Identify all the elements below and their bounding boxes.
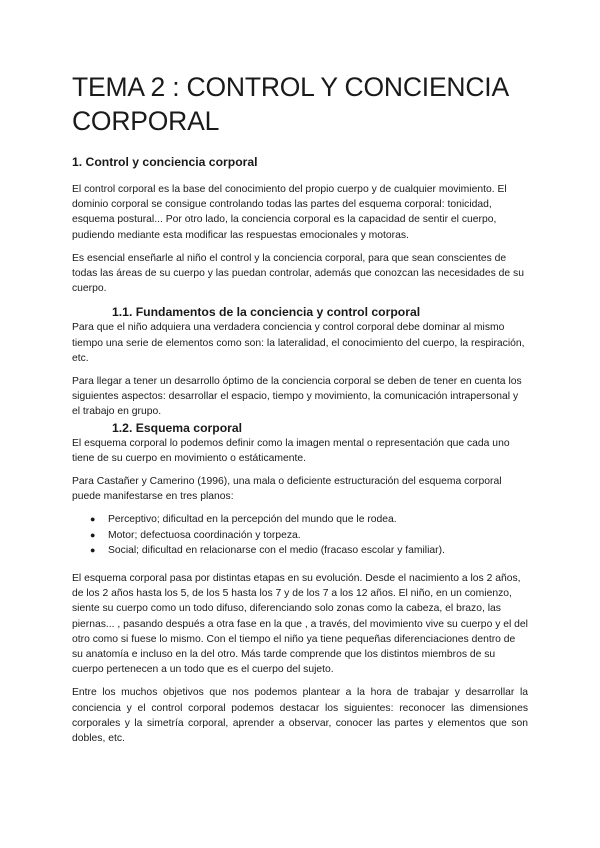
bullet-icon: ● — [90, 514, 96, 525]
list-item — [72, 528, 528, 544]
bullet-list — [72, 512, 528, 559]
document-page — [72, 70, 528, 754]
list-item-text: Social; dificultad en relacionarse con el medio (fracaso escolar y familiar). — [108, 545, 445, 557]
paragraph: Para que el niño adquiera una verdadera conciencia y control corporal debe dominar al mismo tiempo una serie de elementos como son: la lateralidad, el conocimiento del cuerpo, la respiración, etc. — [72, 322, 525, 364]
paragraph: El control corporal es la base del conocimiento del propio cuerpo y de cualquier movimiento. El dominio corporal se consigue controlando todas las partes del esquema corporal: tonicidad, esquema postural... Por otro lado, la conciencia corporal es la capacidad de sentir el cuerpo, pudiendo mediante esta modificar las respuestas emocionales y motoras. — [72, 184, 507, 241]
section-heading-1: 1. Control y conciencia corporal — [72, 155, 258, 169]
bullet-icon: ● — [90, 545, 96, 556]
document-title: TEMA 2 : CONTROL Y CONCIENCIA CORPORAL — [72, 72, 508, 136]
paragraph: Entre los muchos objetivos que nos podemos plantear a la hora de trabajar y desarrollar la conciencia y el control corporal podemos destacar los siguientes: reconocer las dimensiones corporales y la simetría corporal, aprender a observar, conocer las partes y elementos que son dobles, etc. — [72, 687, 528, 744]
list-item-text: Perceptivo; dificultad en la percepción del mundo que le rodea. — [108, 514, 397, 526]
list-item-text: Motor; defectuosa coordinación y torpeza. — [108, 529, 301, 541]
section-heading-1-1: 1.1. Fundamentos de la conciencia y control corporal — [112, 305, 421, 320]
list-item — [72, 543, 528, 559]
bullet-icon: ● — [90, 529, 96, 540]
paragraph: Para llegar a tener un desarrollo óptimo de la conciencia corporal se deben de tener en cuenta los siguientes aspectos: desarrollar el espacio, tiempo y movimiento, la comunicación intrapersonal y el trabajo en grupo. — [72, 376, 522, 418]
paragraph: El esquema corporal pasa por distintas etapas en su evolución. Desde el nacimiento a los 2 años, de los 2 años hasta los 5, de los 5 hasta los 7 y de los 7 a los 12 años. El niño, en un comienzo, siente su cuerpo como un todo difuso, diferenciando solo zonas como la cabeza, el brazo, las piernas... , pasando después a otra fase en la que , a través, del movimiento vive su cuerpo y el del otro como si fuese lo mismo. Con el tiempo el niño ya tiene pequeñas diferenciaciones dentro de su anatomía e incluso en la del otro. Más tarde comprende que los distintos miembros de su cuerpo pertenecen a un todo que es el cuerpo del sujeto. — [72, 572, 528, 676]
paragraph: Para Castañer y Camerino (1996), una mala o deficiente estructuración del esquema corporal puede manifestarse en tres planos: — [72, 476, 502, 503]
paragraph: Es esencial enseñarle al niño el control y la conciencia corporal, para que sean conscientes de todas las áreas de su cuerpo y las puedan controlar, además que conozcan las necesidades de su cuerpo. — [72, 252, 524, 295]
paragraph: El esquema corporal lo podemos definir como la imagen mental o representación que cada uno tiene de su cuerpo en movimiento o estáticamente. — [72, 437, 510, 464]
section-heading-1-2: 1.2. Esquema corporal — [112, 420, 243, 435]
list-item — [72, 512, 528, 528]
